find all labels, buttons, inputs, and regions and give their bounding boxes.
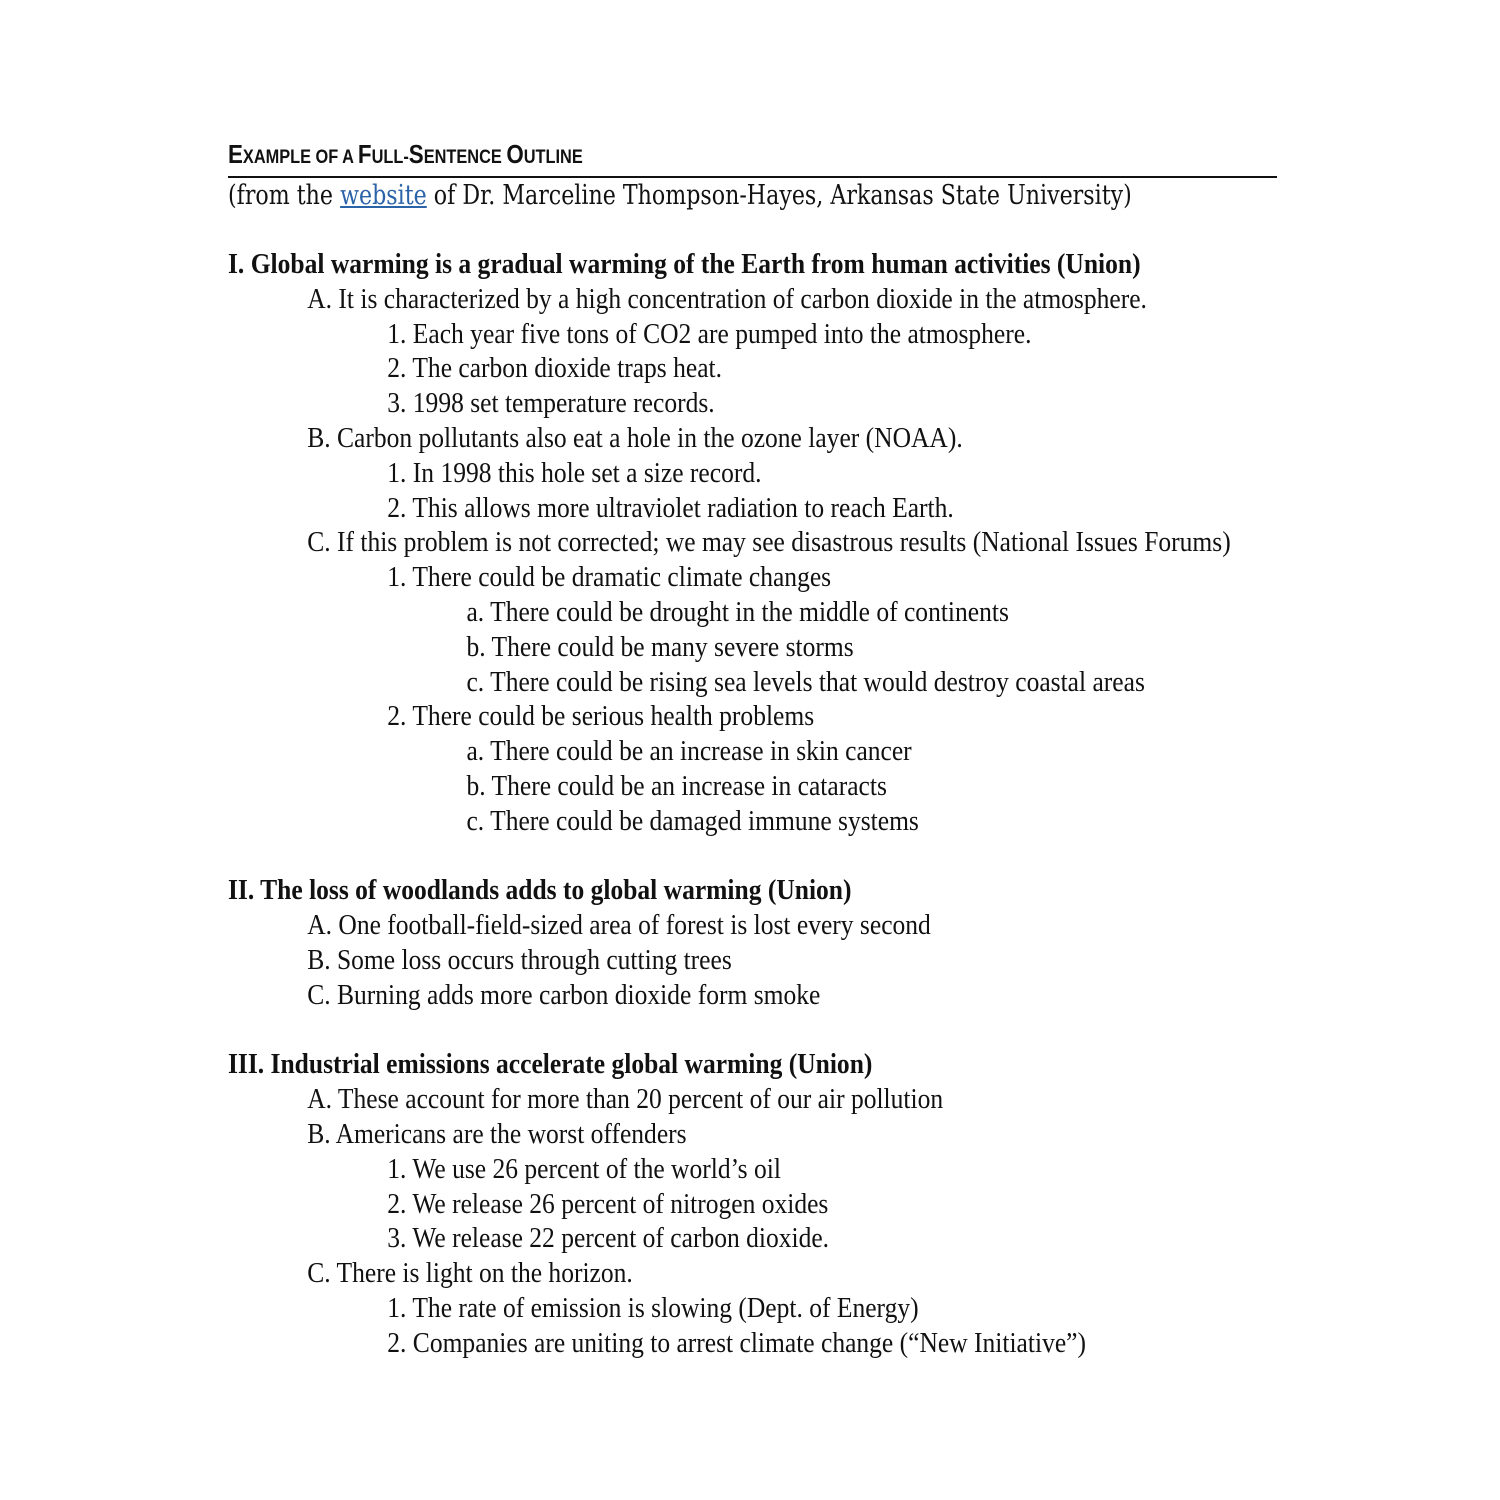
outline-item-sub-letter: b. There could be an increase in cataracts: [466, 769, 887, 802]
website-link[interactable]: website: [340, 180, 427, 211]
outline-item-letter: B. Some loss occurs through cutting trees: [307, 943, 732, 976]
title-initial: O: [506, 139, 524, 169]
section-heading: II. The loss of woodlands adds to global warming (Union): [228, 874, 852, 907]
title-initial: S: [408, 139, 424, 169]
outline-item-number: 1. In 1998 this hole set a size record.: [387, 456, 762, 489]
title-smallcaps: XAMPLE OF A: [242, 147, 358, 168]
title-smallcaps: UTLINE: [523, 147, 583, 168]
outline-item-sub-letter: c. There could be damaged immune systems: [466, 804, 919, 837]
document-page: [228, 138, 1278, 1361]
outline-item-number: 1. We use 26 percent of the world’s oil: [387, 1152, 781, 1185]
outline-item-number: 3. We release 22 percent of carbon dioxide.: [387, 1222, 830, 1255]
outline-item-number: 2. This allows more ultraviolet radiation to reach Earth.: [387, 491, 954, 524]
outline-item-letter: A. It is characterized by a high concentration of carbon dioxide in the atmosphere.: [307, 282, 1147, 315]
title-smallcaps: ENTENCE: [423, 147, 507, 168]
source-attribution: [228, 178, 1132, 214]
outline-item-sub-letter: c. There could be rising sea levels that would destroy coastal areas: [466, 665, 1145, 698]
title-smallcaps: ULL-: [371, 147, 409, 168]
outline-item-letter: C. Burning adds more carbon dioxide form smoke: [307, 978, 821, 1011]
attribution-suffix: of Dr. Marceline Thompson-Hayes, Arkansas State University): [426, 180, 1132, 211]
outline-item-letter: A. These account for more than 20 percent of our air pollution: [307, 1083, 944, 1116]
outline-item-sub-letter: b. There could be many severe storms: [466, 630, 854, 663]
outline-item-letter: B. Americans are the worst offenders: [307, 1117, 687, 1150]
outline-item-number: 2. Companies are uniting to arrest climate change (“New Initiative”): [387, 1326, 1086, 1359]
section-spacer: [228, 1013, 1278, 1048]
outline-item-number: 2. We release 26 percent of nitrogen oxides: [387, 1187, 829, 1220]
outline-item-sub-letter: a. There could be drought in the middle of continents: [466, 595, 1009, 628]
outline-item-sub-letter: a. There could be an increase in skin cancer: [466, 735, 912, 768]
outline-item-letter: B. Carbon pollutants also eat a hole in the ozone layer (NOAA).: [307, 421, 963, 454]
title-initial: F: [357, 139, 372, 169]
section-heading: I. Global warming is a gradual warming of the Earth from human activities (Union): [228, 248, 1141, 280]
outline-item-letter: C. There is light on the horizon.: [307, 1257, 633, 1290]
section-heading: III. Industrial emissions accelerate global warming (Union): [228, 1048, 873, 1081]
document-title: [228, 138, 1131, 176]
outline-body: [228, 247, 1278, 1361]
outline-item-number: 2. The carbon dioxide traps heat.: [387, 352, 723, 385]
outline-item-number: 3. 1998 set temperature records.: [387, 387, 715, 420]
outline-item-number: 1. The rate of emission is slowing (Dept. of Energy): [387, 1291, 919, 1324]
outline-item-number: 2. There could be serious health problems: [387, 700, 815, 733]
outline-item-letter: A. One football-field-sized area of forest is lost every second: [307, 909, 931, 942]
section-spacer: [228, 839, 1278, 874]
outline-item-number: 1. There could be dramatic climate changes: [387, 561, 832, 594]
attribution-prefix: (from the: [228, 180, 341, 211]
outline-item-number: 1. Each year five tons of CO2 are pumped into the atmosphere.: [387, 317, 1032, 350]
title-initial: E: [228, 139, 243, 169]
outline-item-letter: C. If this problem is not corrected; we may see disastrous results (National Issues Forums): [307, 526, 1231, 559]
